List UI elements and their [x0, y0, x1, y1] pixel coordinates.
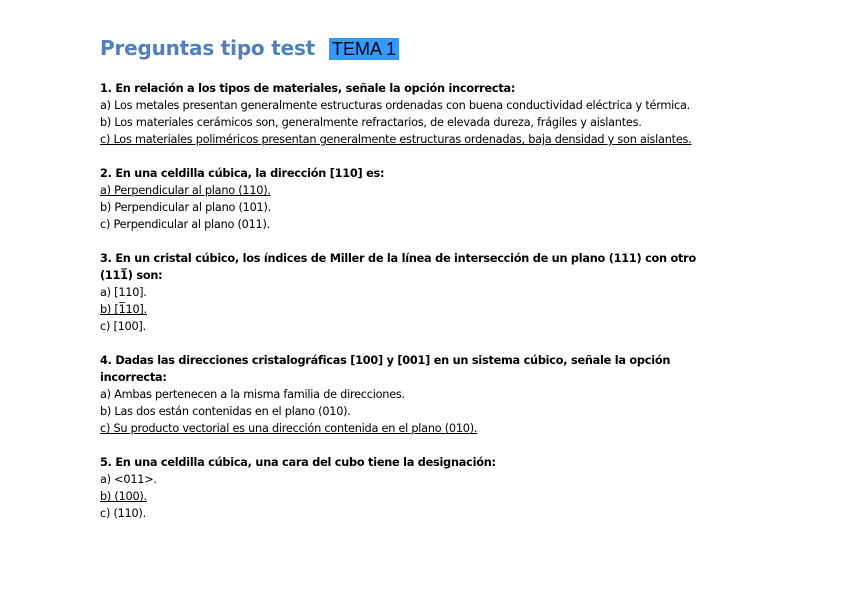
- page-title: Preguntas tipo test: [100, 36, 316, 60]
- question-text: 2. En una celdilla cúbica, la dirección [110] es:: [100, 167, 385, 180]
- question-text: 5. En una celdilla cúbica, una cara del cubo tiene la designación:: [100, 456, 496, 469]
- option-a: a) <011>.: [100, 473, 157, 486]
- question-list: [100, 80, 720, 539]
- option-b: b) Las dos están contenidas en el plano (010).: [100, 405, 351, 418]
- question-1: [100, 80, 720, 148]
- option-a-correct: [100, 182, 720, 199]
- option-a-text: a) Perpendicular al plano (110).: [100, 184, 271, 197]
- option-b: b) Los materiales cerámicos son, generalmente refractarios, de elevada dureza, frágiles y aislantes.: [100, 116, 642, 129]
- option-a: a) [110].: [100, 286, 147, 299]
- option-b-text: b) (100).: [100, 490, 147, 503]
- option-c: c) (110).: [100, 507, 146, 520]
- question-4: [100, 352, 720, 437]
- option-c: c) Perpendicular al plano (011).: [100, 218, 270, 231]
- option-c-correct: [100, 420, 720, 437]
- option-b-correct: [100, 301, 720, 318]
- header: [100, 36, 399, 60]
- option-b-correct: [100, 488, 720, 505]
- option-c: c) [100].: [100, 320, 146, 333]
- question-text: 4. Dadas las direcciones cristalográficas [100] y [001] en un sistema cúbico, señale la opción incorrecta:: [100, 354, 671, 384]
- option-b: b) Perpendicular al plano (101).: [100, 201, 271, 214]
- question-5: [100, 454, 720, 522]
- option-c-text: c) Su producto vectorial es una dirección contenida en el plano (010).: [100, 422, 478, 435]
- option-b-text: b) [1̅10].: [100, 303, 147, 316]
- topic-tag[interactable]: TEMA 1: [329, 38, 399, 60]
- question-3: [100, 250, 720, 335]
- option-a: a) Los metales presentan generalmente estructuras ordenadas con buena conductividad eléctrica y térmica.: [100, 99, 691, 112]
- question-2: [100, 165, 720, 233]
- option-c-correct: c) Los materiales poliméricos presentan generalmente estructuras ordenadas, baja densidad y son aislantes.: [100, 133, 692, 146]
- question-text: 1. En relación a los tipos de materiales, señale la opción incorrecta:: [100, 82, 516, 95]
- option-a: a) Ambas pertenecen a la misma familia de direcciones.: [100, 388, 405, 401]
- question-text: 3. En un cristal cúbico, los índices de Miller de la línea de intersección de un plano (111) con otro (111̅) son:: [100, 252, 697, 282]
